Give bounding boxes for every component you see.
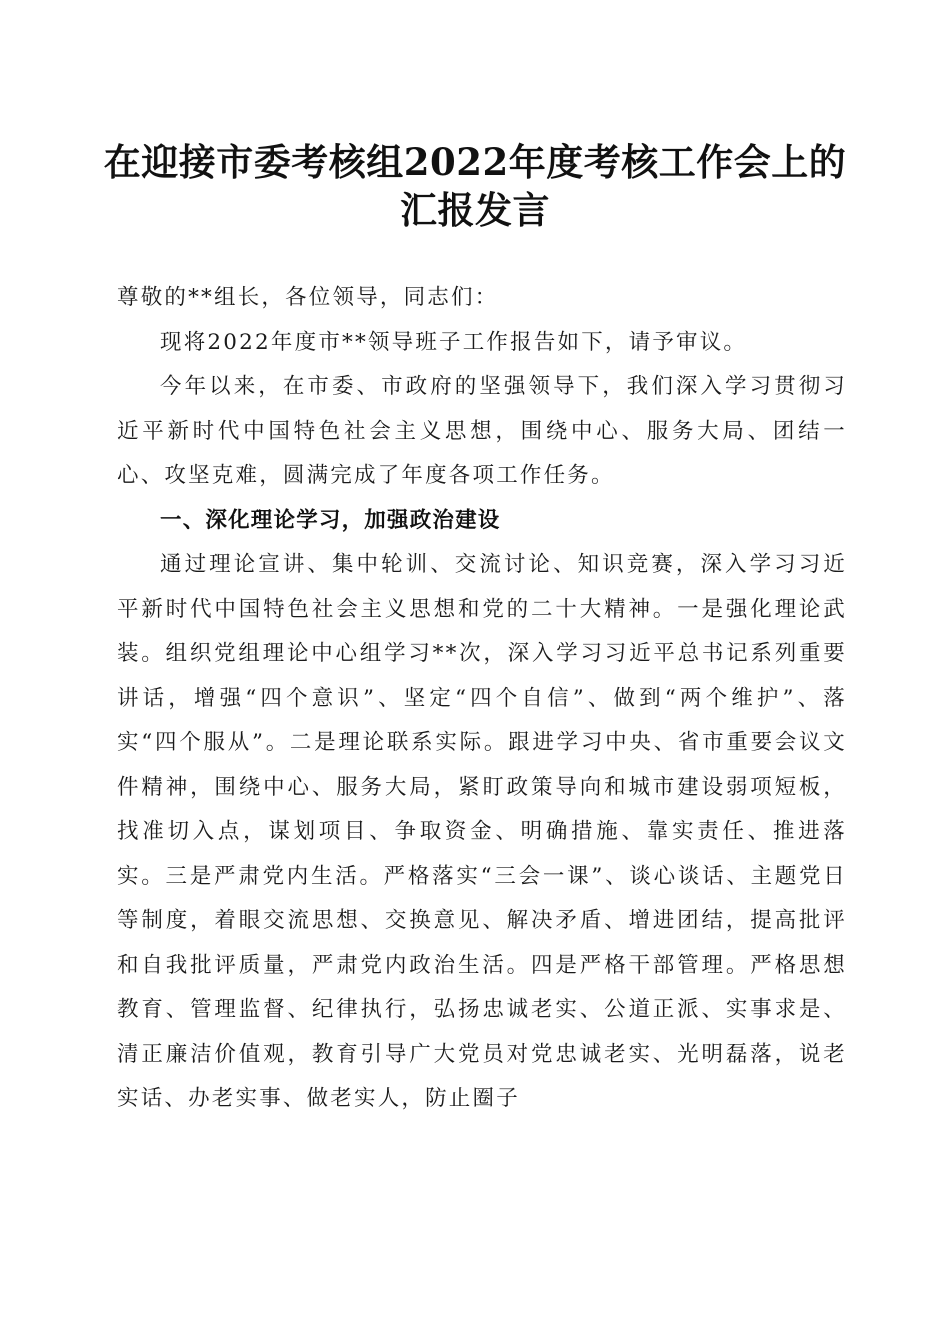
- section-heading: 一、深化理论学习，加强政治建设: [160, 507, 501, 533]
- salutation: 尊敬的**组长，各位领导，同志们：: [117, 285, 499, 310]
- document-body: [117, 276, 847, 1122]
- summary-paragraph: 今年以来，在市委、市政府的坚强领导下，我们深入学习贯彻习近平新时代中国特色社会主义思想，围绕中心、服务大局、团结一心、攻坚克难，圆满完成了年度各项工作任务。: [117, 374, 847, 488]
- title-line-1: 在迎接市委考核组2022年度考核工作会上的: [103, 140, 847, 184]
- intro-paragraph: 现将2022年度市**领导班子工作报告如下，请予审议。: [160, 329, 748, 355]
- section-body-paragraph: 通过理论宣讲、集中轮训、交流讨论、知识竞赛，深入学习习近平新时代中国特色社会主义思想和党的二十大精神。一是强化理论武装。组织党组理论中心组学习**次，深入学习习近平总书记系列重要讲话，增强“四个意识”、坚定“四个自信”、做到“两个维护”、落实“四个服从”。二是理论联系实际。跟进学习中央、省市重要会议文件精神，围绕中心、服务大局，紧盯政策导向和城市建设弱项短板，找准切入点，谋划项目、争取资金、明确措施、靠实责任、推进落实。三是严肃党内生活。严格落实“三会一课”、谈心谈话、主题党日等制度，着眼交流思想、交换意见、解决矛盾、增进团结，提高批评和自我批评质量，严肃党内政治生活。四是严格干部管理。严格思想教育、管理监督、纪律执行，弘扬忠诚老实、公道正派、实事求是、清正廉洁价值观，教育引导广大党员对党忠诚老实、光明磊落，说老实话、办老实事、做老实人，防止圈子: [117, 552, 847, 1111]
- document-title: [100, 138, 850, 234]
- title-line-2: 汇报发言: [400, 188, 550, 232]
